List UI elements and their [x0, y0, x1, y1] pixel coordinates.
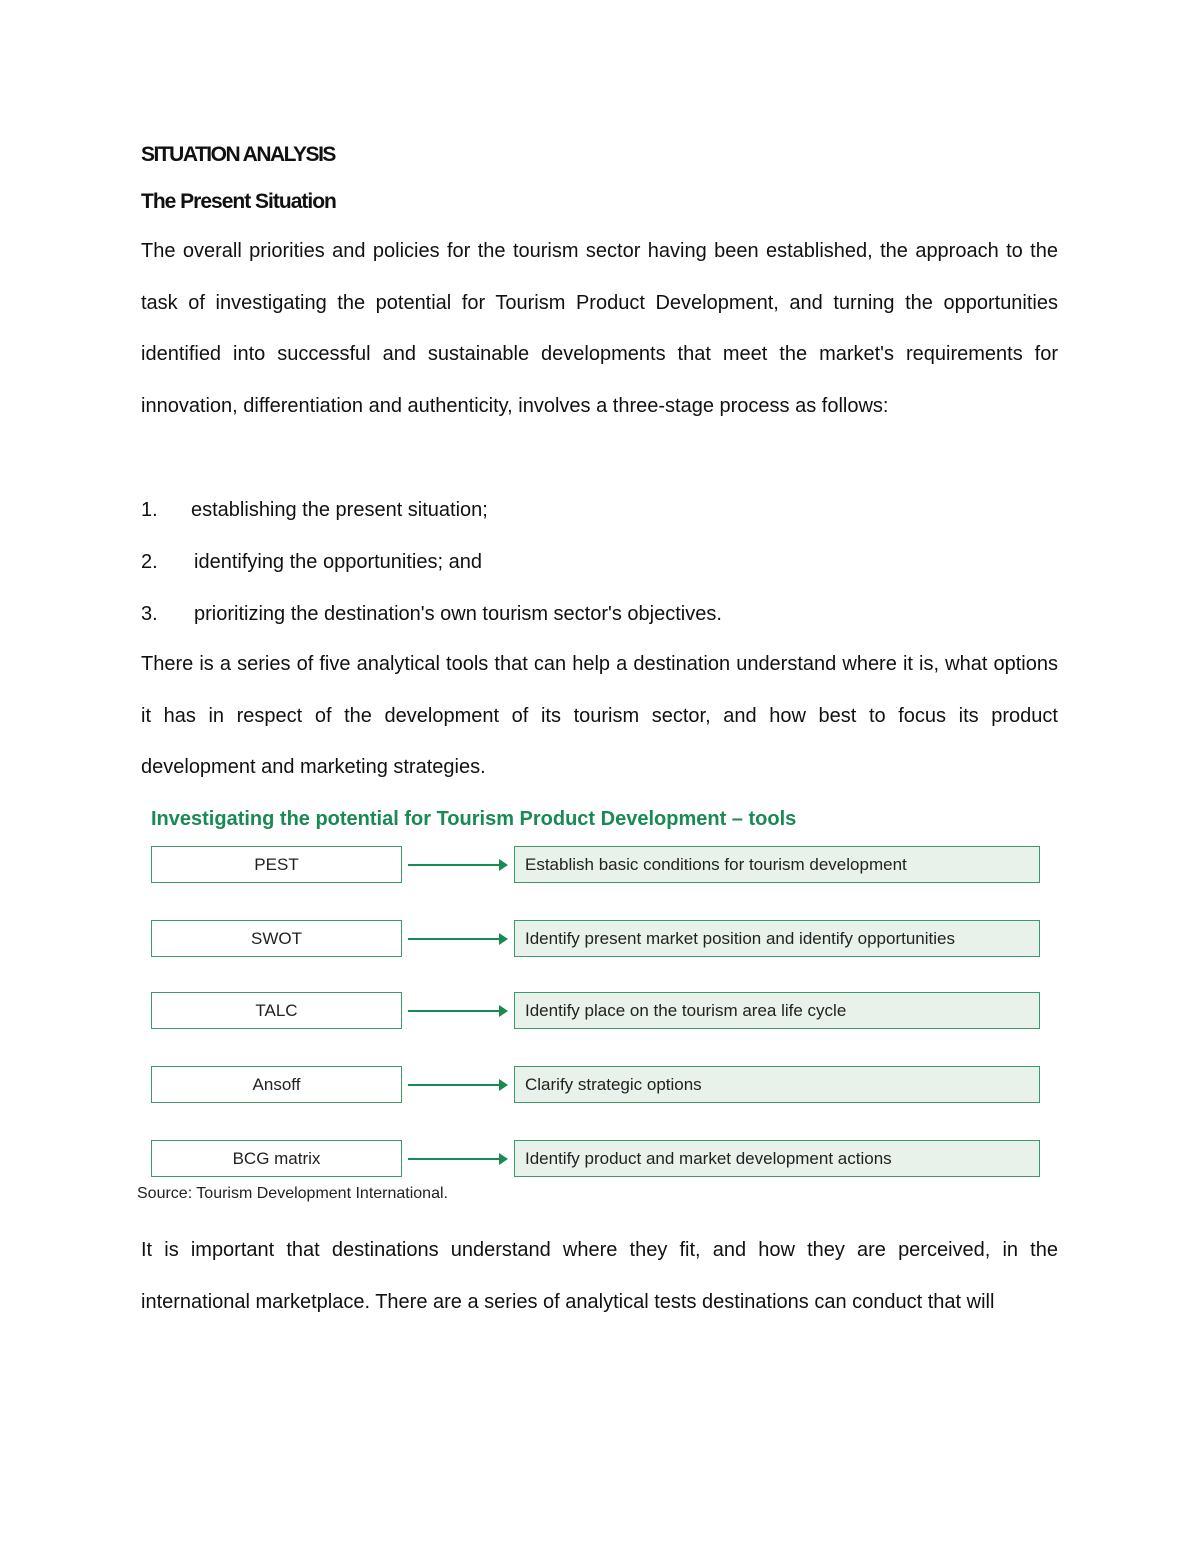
arrow-right-icon: [408, 1010, 500, 1012]
arrow-right-icon: [408, 1084, 500, 1086]
tool-box: BCG matrix: [151, 1140, 402, 1177]
list-item: 3. prioritizing the destination's own tourism sector's objectives.: [141, 603, 722, 625]
arrow-right-icon: [408, 938, 500, 940]
closing-paragraph: It is important that destinations understand where they fit, and how they are perceived, in the international marketplace. There are a series of analytical tests destinations can conduct that will: [141, 1239, 1058, 1313]
purpose-box: Establish basic conditions for tourism development: [514, 846, 1040, 883]
diagram-row: [151, 846, 1041, 884]
arrow-right-icon: [408, 1158, 500, 1160]
tool-box: SWOT: [151, 920, 402, 957]
tools-paragraph: There is a series of five analytical tools that can help a destination understand where it is, what options it has in respect of the development of its tourism sector, and how best to focus its product development and marketing strategies.: [141, 653, 1058, 779]
purpose-box: Identify place on the tourism area life cycle: [514, 992, 1040, 1029]
process-list: [141, 484, 722, 640]
list-item: 2. identifying the opportunities; and: [141, 551, 482, 573]
arrow-right-icon: [408, 864, 500, 866]
tool-box: PEST: [151, 846, 402, 883]
purpose-box: Identify present market position and identify opportunities: [514, 920, 1040, 957]
tool-box: Ansoff: [151, 1066, 402, 1103]
list-item: 1. establishing the present situation;: [141, 499, 488, 521]
intro-paragraph: The overall priorities and policies for the tourism sector having been established, the approach to the task of investigating the potential for Tourism Product Development, and turning the opportunities identified into successful and sustainable developments that meet the market's requirements for innovation, differentiation and authenticity, involves a three-stage process as follows:: [141, 240, 1058, 418]
purpose-box: Clarify strategic options: [514, 1066, 1040, 1103]
tool-box: TALC: [151, 992, 402, 1029]
diagram-source: Source: Tourism Development International.: [137, 1185, 448, 1202]
diagram-row: [151, 1140, 1041, 1178]
diagram-row: [151, 920, 1041, 958]
section-heading: SITUATION ANALYSIS: [141, 143, 335, 166]
diagram-row: [151, 1066, 1041, 1104]
diagram-row: [151, 992, 1041, 1030]
diagram-title: Investigating the potential for Tourism Product Development – tools: [151, 808, 797, 830]
subsection-heading: The Present Situation: [141, 190, 336, 213]
purpose-box: Identify product and market development actions: [514, 1140, 1040, 1177]
